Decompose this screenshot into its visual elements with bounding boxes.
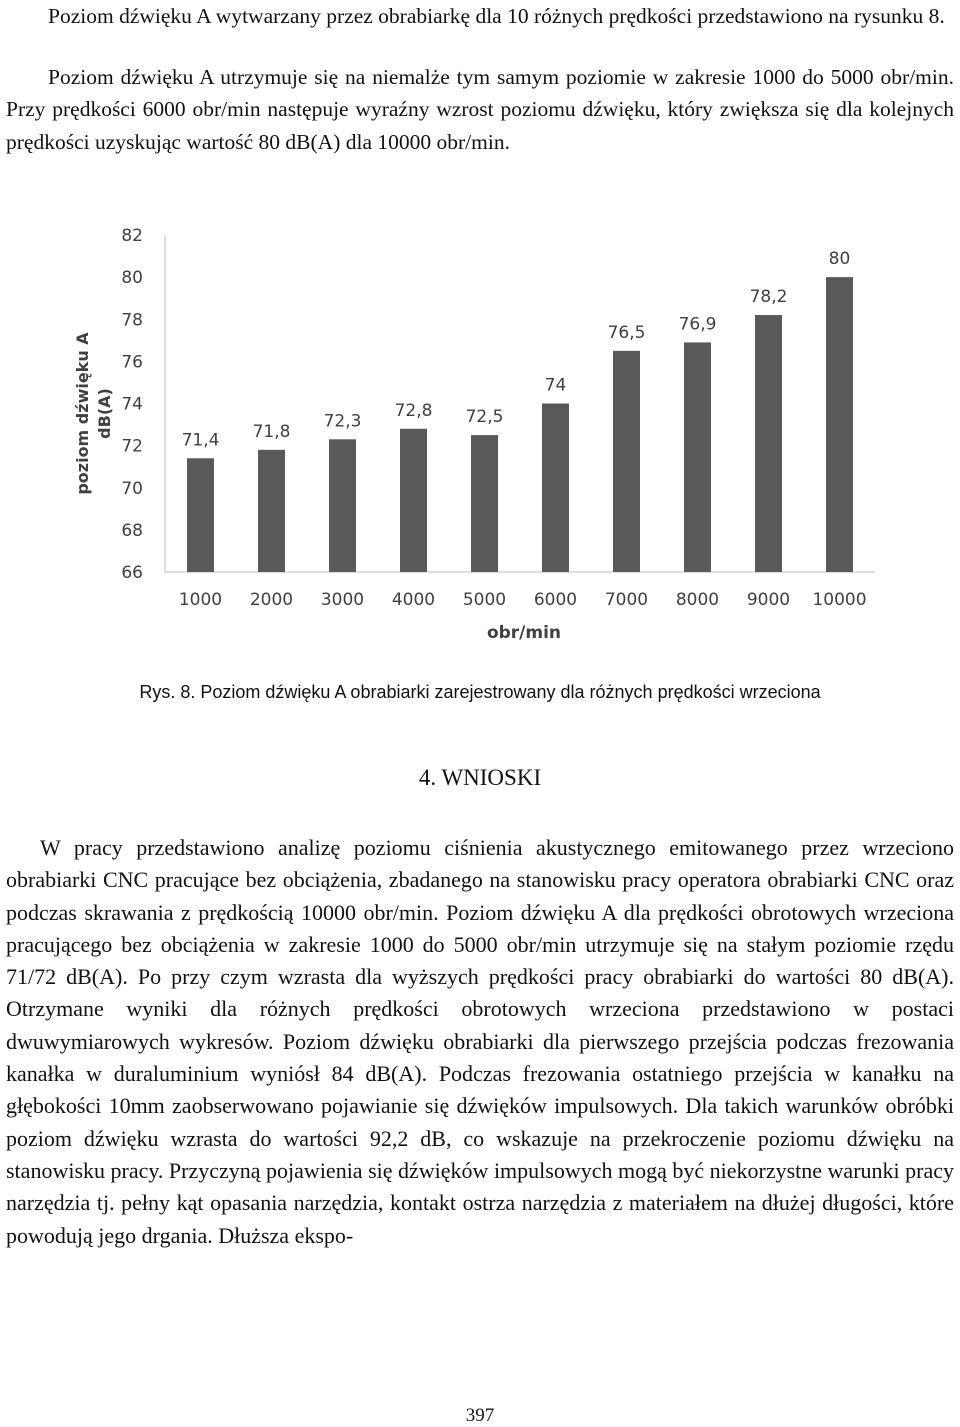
intro-paragraph-1: Poziom dźwięku A wytwarzany przez obrabiarkę dla 10 różnych prędkości przedstawiono na rysunku 8. [48,4,945,28]
chart-bar [471,435,498,572]
x-tick-label: 10000 [812,590,867,610]
chart-bar [826,277,853,572]
bar-value-label: 72,3 [323,411,362,432]
x-axis-title: obr/min [486,623,562,643]
y-tick-label: 68 [121,520,143,541]
x-tick-label: 5000 [462,590,507,610]
conclusions-paragraph: W pracy przedstawiono analizę poziomu ciśnienia akustycznego emitowanego przez wrzeciono obrabiarki CNC pracujące bez obciążenia, zbadanego na stanowisku pracy operatora obrabiarki CNC oraz podczas skrawania z prędkością 10000 obr/min. Poziom dźwięku A dla prędkości obrotowych wrzeciona pracującego bez obciążenia w zakresie 1000 do 5000 obr/min utrzymuje się na stałym poziomie rzędu 71/72 dB(A). Po przy czym wzrasta dla wyższych prędkości pracy obrabiarki do wartości 80 dB(A). Otrzymane wyniki dla różnych prędkości obrotowych wrzeciona przedstawiono w postaci dwuwymiarowych wykresów. Poziom dźwięku obrabiarki dla pierwszego przejścia podczas frezowania kanałka w duraluminium wyniósł 84 dB(A). Podczas frezowania ostatniego przejścia w kanałku na głębokości 10mm zaobserwowano pojawianie się dźwięków impulsowych. Dla takich warunków obróbki poziom dźwięku wzrasta do wartości 92,2 dB, co wskazuje na przekroczenie poziomu dźwięku na stanowisku pracy. Przyczyną pojawienia się dźwięków impulsowych mogą być niekorzystne warunki pracy narzędzia tj. pełny kąt opasania narzędzia, kontakt ostrza narzędzia z materiałem na dłużej długości, które powodują jego drgania. Dłuższa ekspo- [6,835,954,1248]
chart-bar [613,351,640,572]
chart-bar [187,458,214,572]
sound-level-chart [60,220,900,650]
y-tick-label: 76 [121,352,143,373]
y-tick-label: 82 [121,226,143,246]
y-tick-label: 74 [121,394,143,415]
bar-value-label: 80 [828,249,851,270]
x-tick-label: 1000 [178,590,223,610]
x-tick-label: 4000 [391,590,436,610]
page-number: 397 [465,1405,495,1426]
chart-bar [684,342,711,572]
x-tick-label: 6000 [533,590,578,610]
bar-value-label: 78,2 [749,287,788,308]
chart-bar [329,439,356,572]
bar-value-label: 76,5 [607,322,646,343]
bar-value-label: 72,5 [465,407,504,428]
x-tick-label: 3000 [320,590,365,610]
bar-value-label: 76,9 [678,314,717,335]
bar-value-label: 74 [544,375,567,396]
bar-value-label: 72,8 [394,400,433,421]
x-tick-label: 8000 [675,590,720,610]
chart-bar [258,450,285,572]
x-tick-label: 9000 [746,590,791,610]
bar-value-label: 71,4 [181,430,220,451]
bar-value-label: 71,8 [252,421,291,442]
intro-paragraph-2: Poziom dźwięku A utrzymuje się na niemalże tym samym poziomie w zakresie 1000 do 5000 obr/min. Przy prędkości 6000 obr/min następuje wyraźny wzrost poziomu dźwięku, który zwiększa się dla kolejnych prędkości uzyskując wartość 80 dB(A) dla 10000 obr/min. [6,65,954,154]
x-tick-label: 2000 [249,590,294,610]
y-tick-label: 78 [121,310,143,331]
chart-bar [542,404,569,573]
y-tick-label: 70 [121,478,143,499]
chart-bar [755,315,782,572]
y-tick-label: 80 [121,268,143,289]
y-axis-title: poziom dźwięku A [73,332,92,495]
y-tick-label: 72 [121,436,143,457]
figure-caption: Rys. 8. Poziom dźwięku A obrabiarki zarejestrowany dla różnych prędkości wrzeciona [139,682,821,702]
y-axis-title: dB(A) [95,388,114,439]
chart-bar [400,429,427,572]
y-tick-label: 66 [121,563,143,583]
chart-svg [60,220,900,650]
section-heading: 4. WNIOSKI [418,765,542,790]
x-tick-label: 7000 [604,590,649,610]
